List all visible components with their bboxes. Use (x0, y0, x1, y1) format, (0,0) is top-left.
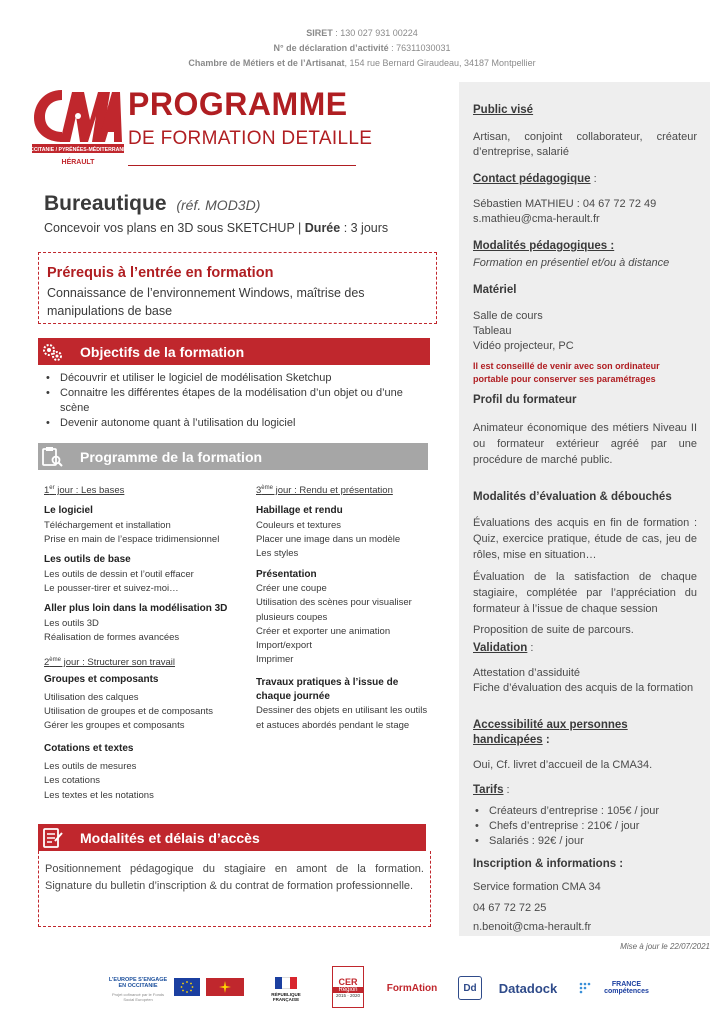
course-ref: (réf. MOD3D) (176, 197, 261, 213)
europe-occitanie-logo: L’EUROPE S’ENGAGE EN OCCITANIE Projet cofinancé par le Fonds Social Européen (108, 976, 168, 1002)
contact-name: Sébastien MATHIEU : 04 67 72 72 49 (473, 198, 657, 210)
topic-heading: Le logiciel (44, 505, 93, 517)
topic-line: Couleurs et textures (256, 519, 342, 531)
public-text: Artisan, conjoint collaborateur, créateur d’entreprise, salarié (473, 131, 697, 158)
evaluation-heading: Modalités d’évaluation & débouchés (473, 491, 672, 503)
topic-line: Placer une image dans un modèle (256, 534, 401, 546)
course-description (44, 221, 388, 235)
topic-line: Les outils de mesures (44, 761, 137, 773)
contact-heading: Contact pédagogique (473, 173, 591, 185)
svg-text:OCCITANIE / PYRÉNÉES-MÉDITERRA: OCCITANIE / PYRÉNÉES-MÉDITERRANÉE (26, 147, 130, 153)
chamber-address: , 154 rue Bernard Giraudeau, 34187 Montpellier (344, 58, 536, 68)
programme-column-right (256, 481, 428, 733)
list-item: • Devenir autonome quant à l’utilisation du logiciel (46, 416, 426, 431)
chamber-label: Chambre de Métiers et de l’Artisanat (188, 58, 345, 68)
trainer-heading: Profil du formateur (473, 394, 577, 406)
declaration-label: N° de déclaration d’activité (273, 43, 389, 53)
pedagogy-section (473, 239, 697, 271)
topic-heading: Présentation (256, 568, 317, 580)
prerequisites-title: Prérequis à l’entrée en formation (47, 265, 274, 281)
topic-line: Import/export (256, 640, 312, 652)
gears-icon (38, 338, 66, 366)
equipment-section (473, 283, 697, 386)
topic-line: Les textes et les notations (44, 789, 154, 801)
public-heading: Public visé (473, 104, 534, 116)
topic-line: Créer et exporter une animation (256, 625, 391, 637)
clipboard-search-icon (38, 443, 66, 471)
occitanie-region-logo (206, 978, 244, 996)
partner-logos (100, 966, 660, 1010)
evaluation-text-3: Proposition de suite de parcours. (473, 624, 634, 636)
page-subtitle: DE FORMATION DETAILLE (128, 128, 373, 149)
topic-line: Créer une coupe (256, 582, 327, 594)
topic-line: Utilisation des calques (44, 691, 139, 703)
price-item: • Salariés : 92€ / jour (473, 834, 697, 849)
day2-heading: 2ème jour : Structurer son travail (44, 657, 176, 669)
pedagogy-text: Formation en présentiel et/ou à distance (473, 257, 670, 269)
topic-heading: Habillage et rendu (256, 505, 343, 517)
republique-francaise-logo: RÉPUBLIQUE FRANÇAISE (262, 972, 310, 1006)
duration-label: Durée (304, 221, 341, 235)
topic-line: Utilisation de groupes et de composants (44, 706, 213, 718)
contact-section: Contact pédagogique : Sébastien MATHIEU : 04 67 72 72 49 s.mathieu@cma-herault.fr (473, 172, 697, 227)
registration-email: n.benoit@cma-herault.fr (473, 921, 592, 933)
equipment-item: Tableau (473, 325, 512, 337)
topic-line: Les cotations (44, 775, 100, 787)
topic-heading: Groupes et composants (44, 673, 159, 685)
evaluation-text-2: Évaluation de la satisfaction de chaque stagiaire, complétée par l’appréciation du formateur à l’issue de chaque session (473, 571, 697, 615)
accessibility-text: Oui, Cf. livret d’accueil de la CMA34. (473, 759, 653, 771)
siret-label: SIRET (306, 28, 333, 38)
topic-line: Prise en main de l’espace tridimensionnel (44, 534, 220, 546)
datadock-mark-icon: Dd (458, 976, 482, 1000)
pedagogy-heading: Modalités pédagogiques : (473, 240, 615, 252)
day3-heading: 3ème jour : Rendu et présentation (256, 485, 393, 497)
validation-line: Fiche d’évaluation des acquis de la formation (473, 682, 694, 694)
programme-header (38, 443, 428, 470)
prerequisites-text: Connaissance de l’environnement Windows, maîtrise des manipulations de base (47, 286, 365, 318)
day1-heading: 1er jour : Les bases (44, 485, 125, 497)
topic-line: Imprimer (256, 654, 294, 666)
prerequisites-box (38, 252, 437, 324)
registration-service: Service formation CMA 34 (473, 881, 601, 893)
list-item: • Découvrir et utiliser le logiciel de modélisation Sketchup (46, 371, 426, 386)
registration-phone: 04 67 72 72 25 (473, 902, 547, 914)
topic-line: Réalisation de formes avancées (44, 631, 180, 643)
topic-line: Les outils de dessin et l’outil effacer (44, 568, 194, 580)
siret-value: : 130 027 931 00224 (332, 28, 418, 38)
page-title: PROGRAMME (128, 86, 348, 122)
trainer-section (473, 393, 697, 468)
accessibility-heading-1: Accessibilité aux personnes (473, 719, 628, 731)
course-title (44, 192, 260, 216)
svg-text:HÉRAULT: HÉRAULT (61, 159, 95, 166)
topic-heading: Aller plus loin dans la modélisation 3D (44, 603, 228, 615)
declaration-value: : 76311030031 (388, 43, 451, 53)
public-section (473, 103, 697, 160)
topic-line: Les outils 3D (44, 617, 99, 629)
contact-email: s.mathieu@cma-herault.fr (473, 213, 600, 225)
accessibility-heading-2: handicapées (473, 734, 543, 746)
topic-line: Le pousser-tirer et suivez-moi… (44, 582, 179, 594)
checklist-icon (38, 824, 66, 852)
equipment-item: Vidéo projecteur, PC (473, 340, 574, 352)
objectives-header (38, 338, 430, 365)
access-text: Positionnement pédagogique du stagiaire en amont de la formation. Signature du bulletin d’inscription & du contrat de formation professionnelle. (45, 863, 424, 892)
equipment-note: Il est conseillé de venir avec son ordinateur portable pour conserver ses paramétrages (473, 361, 660, 384)
access-box (38, 851, 431, 927)
topic-line: Téléchargement et installation (44, 519, 171, 531)
topic-line: Gérer les groupes et composants (44, 720, 185, 732)
equipment-item: Salle de cours (473, 310, 543, 322)
france-competences-logo: FRANCE compétences (578, 976, 658, 1000)
programme-column-left (44, 481, 249, 803)
list-item: • Connaitre les différentes étapes de la modélisation d’un objet ou d’une scène (46, 386, 426, 416)
topic-heading: Cotations et textes (44, 742, 134, 754)
header-info (0, 26, 724, 71)
eu-flag-logo (174, 978, 200, 996)
update-date: Mise à jour le 22/07/2021 (620, 942, 710, 951)
pricing-heading: Tarifs (473, 784, 504, 796)
topic-heading: Travaux pratiques à l’issue de chaque journée (256, 676, 399, 703)
duration-value: : 3 jours (340, 221, 389, 235)
validation-line: Attestation d’assiduité (473, 667, 581, 679)
topic-heading: Les outils de base (44, 554, 131, 566)
price-item: • Chefs d’entreprise : 210€ / jour (473, 819, 697, 834)
evaluation-text-1: Évaluations des acquis en fin de formation : Quiz, exercice pratique, étude de cas, jeu de rôles, mise en situation… (473, 517, 697, 561)
topic-line: Utilisation des scènes pour visualiser plusieurs coupes (256, 597, 412, 623)
cerfif-region-logo: CER Région 2015 · 2020 (332, 966, 364, 1008)
accessibility-section: Accessibilité aux personnes handicapées : Oui, Cf. livret d’accueil de la CMA34. (473, 718, 697, 773)
validation-heading: Validation (473, 642, 528, 654)
topic-line: Les styles (256, 548, 299, 560)
registration-section (473, 857, 697, 935)
course-name: Bureautique (44, 192, 167, 215)
course-desc-text: Concevoir vos plans en 3D sous SKETCHUP | (44, 221, 305, 235)
topic-line: Dessiner des objets en utilisant les outils et astuces abordés pendant le stage (256, 705, 428, 731)
datadock-logo: Datadock (498, 980, 558, 996)
formation-logo: FormAtion (386, 982, 438, 994)
price-item: • Créateurs d’entreprise : 105€ / jour (473, 804, 697, 819)
title-divider (128, 165, 356, 166)
objectives-list (46, 371, 426, 431)
objectives-title: Objectifs de la formation (80, 343, 245, 360)
registration-heading: Inscription & informations : (473, 858, 624, 870)
validation-section: Validation : Attestation d’assiduité Fiche d’évaluation des acquis de la formation (473, 641, 697, 696)
access-title: Modalités et délais d’accès (80, 829, 260, 846)
pricing-section: Tarifs : • Créateurs d’entreprise : 105€ / jour • Chefs d’entreprise : 210€ / jour • Salariés : 92€ / jour (473, 783, 697, 849)
trainer-text: Animateur économique des métiers Niveau II ou formateur extérieur agréé par une procédure de marché public. (473, 422, 697, 466)
evaluation-section (473, 490, 697, 638)
programme-title: Programme de la formation (80, 448, 263, 465)
equipment-heading: Matériel (473, 284, 517, 296)
access-header (38, 824, 426, 851)
cma-logo (26, 82, 130, 168)
